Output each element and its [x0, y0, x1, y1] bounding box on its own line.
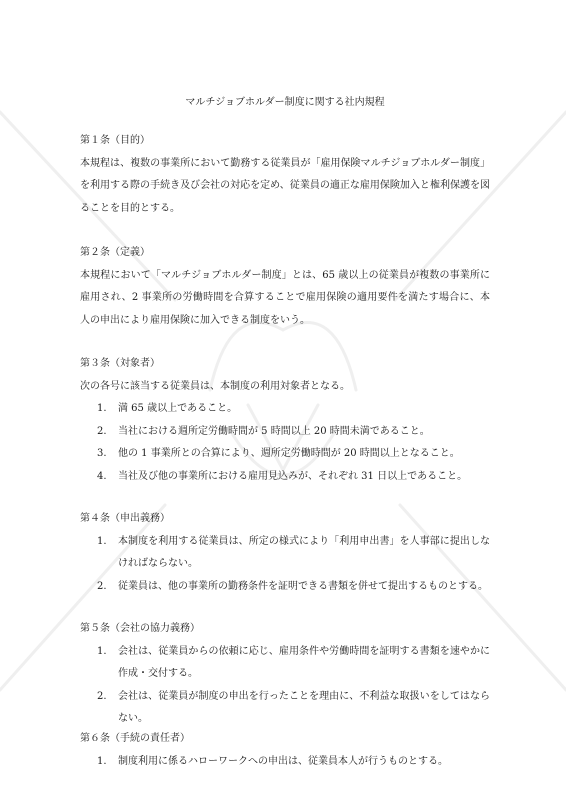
article-4 — [80, 508, 490, 598]
item-number: 2. — [97, 580, 107, 592]
list-item — [80, 751, 490, 774]
list-item — [80, 576, 490, 599]
article-body: 本規程は、複数の事業所において勤務する従業員が「雇用保険マルチジョブホルダー制度」を利用する際の手続き及び会社の対応を定め、従業員の適正な雇用保険加入と権利保護を図ることを目的とする。 — [80, 157, 490, 214]
item-text: 従業員は、他の事業所の勤務条件を証明できる書類を併せて提出するものとする。 — [118, 580, 488, 592]
item-number: 4. — [97, 470, 107, 482]
item-number: 1. — [97, 755, 107, 767]
item-number: 1. — [97, 535, 107, 547]
article-body: 次の各号に該当する従業員は、本制度の利用対象者となる。 — [80, 380, 350, 392]
item-text: 当社及び他の事業所における雇用見込みが、それぞれ 31 日以上であること。 — [118, 470, 468, 482]
article-1 — [80, 130, 490, 220]
article-2 — [80, 242, 490, 332]
article-heading: 第３条（対象者） — [80, 358, 160, 369]
list-item — [80, 641, 490, 686]
item-number: 2. — [97, 690, 107, 702]
list-item — [80, 466, 490, 489]
item-number: 2. — [97, 425, 107, 437]
list-item — [80, 531, 490, 576]
item-number: 1. — [97, 403, 107, 414]
document-title: マルチジョブホルダー制度に関する社内規程 — [185, 97, 385, 108]
item-text: 当社における週所定労働時間が 5 時間以上 20 時間未満であること。 — [118, 425, 430, 437]
article-heading: 第５条（会社の協力義務） — [80, 623, 200, 634]
article-3 — [80, 353, 490, 488]
item-list — [80, 531, 490, 599]
item-list — [80, 751, 490, 774]
item-list — [80, 641, 490, 731]
article-heading: 第１条（目的） — [80, 135, 150, 146]
list-item — [80, 686, 490, 731]
article-heading: 第６条（手続の責任者） — [80, 733, 190, 744]
item-text: 制度利用に係るハローワークへの申出は、従業員本人が行うものとする。 — [118, 755, 448, 767]
item-number: 1. — [97, 645, 107, 657]
article-heading: 第４条（申出義務） — [80, 513, 170, 524]
item-text: 満 65 歳以上であること。 — [118, 403, 238, 414]
item-number: 3. — [97, 448, 107, 459]
article-5 — [80, 618, 490, 731]
item-list — [80, 398, 490, 488]
list-item — [80, 421, 490, 444]
list-item — [80, 443, 490, 466]
item-text: 会社は、従業員からの依頼に応じ、雇用条件や労働時間を証明する書類を速やかに作成・交付する。 — [118, 645, 490, 679]
item-text: 会社は、従業員が制度の申出を行ったことを理由に、不利益な取扱いをしてはならない。 — [118, 690, 490, 724]
list-item — [80, 398, 490, 421]
article-heading: 第２条（定義） — [80, 247, 150, 258]
item-text: 本制度を利用する従業員は、所定の様式により「利用申出書」を人事部に提出しなければならない。 — [118, 535, 490, 569]
article-6 — [80, 728, 490, 773]
article-body: 本規程において「マルチジョブホルダー制度」とは、65 歳以上の従業員が複数の事業所に雇用され、2 事業所の労働時間を合算することで雇用保険の適用要件を満たす場合に、本人の申出により雇用保険に加入できる制度をいう。 — [80, 269, 490, 326]
item-text: 他の 1 事業所との合算により、週所定労働時間が 20 時間以上となること。 — [118, 448, 460, 459]
